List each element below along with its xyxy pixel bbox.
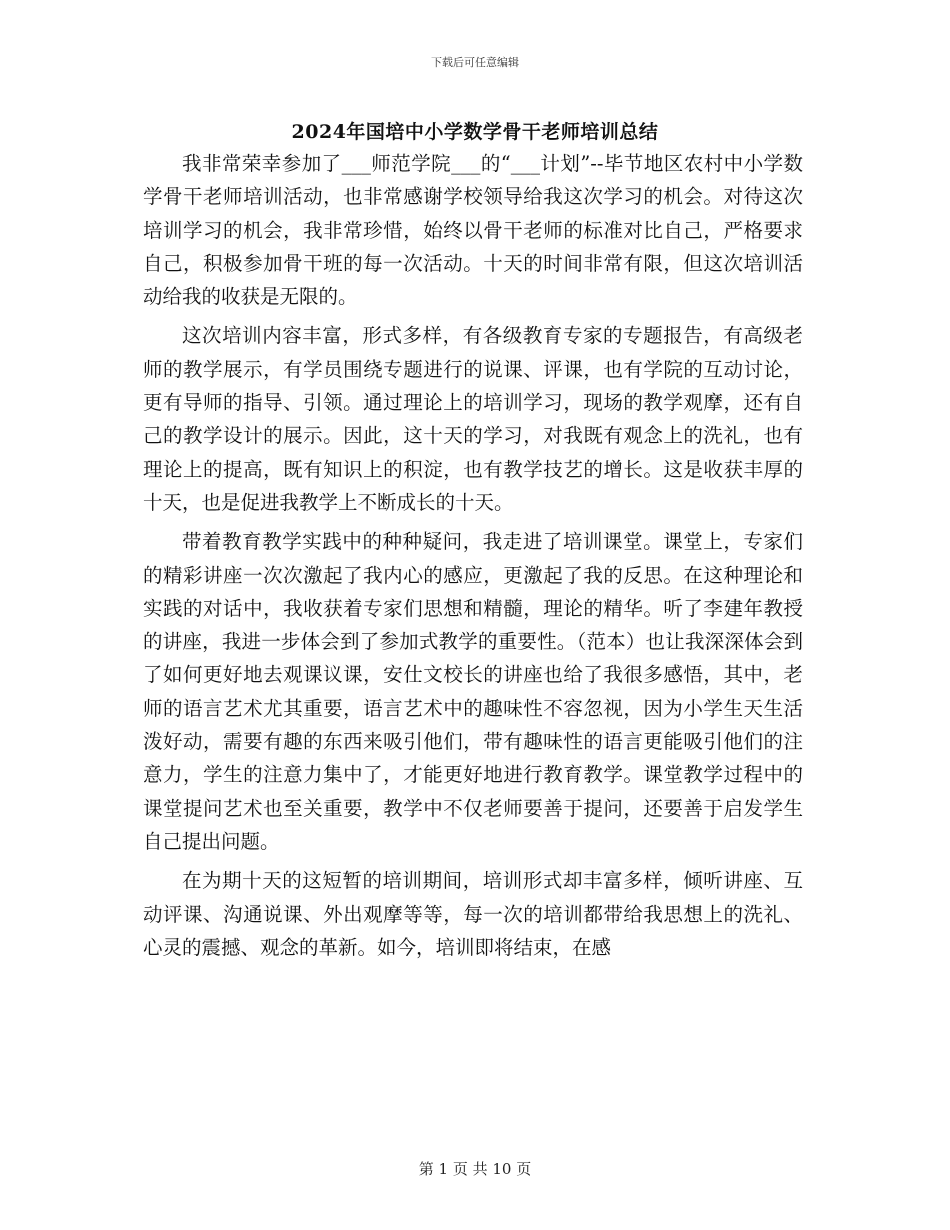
paragraph-3: 带着教育教学实践中的种种疑问，我走进了培训课堂。课堂上，专家们的精彩讲座一次次激起了我内心的感应，更激起了我的反思。在这种理论和实践的对话中，我收获着专家们思想和精髓，理论的精华。听了李建年教授的讲座，我进一步体会到了参加式教学的重要性。（范本）也让我深深体会到了如何更好地去观课议课，安仕文校长的讲座也给了我很多感悟，其中，老师的语言艺术尤其重要，语言艺术中的趣味性不容忽视，因为小学生天生活泼好动，需要有趣的东西来吸引他们，带有趣味性的语言更能吸引他们的注意力，学生的注意力集中了，才能更好地进行教育教学。课堂教学过程中的课堂提问艺术也至关重要，教学中不仅老师要善于提问，还要善于启发学生自己提出问题。	[143, 530, 803, 853]
paragraph-2: 这次培训内容丰富，形式多样，有各级教育专家的专题报告，有高级老师的教学展示，有学员围绕专题进行的说课、评课，也有学院的互动讨论，更有导师的指导、引领。通过理论上的培训学习，现场的教学观摩，还有自己的教学设计的展示。因此，这十天的学习，对我既有观念上的洗礼，也有理论上的提高，既有知识上的积淀，也有教学技艺的增长。这是收获丰厚的十天，也是促进我教学上不断成长的十天。	[143, 324, 803, 514]
document-body	[143, 147, 803, 970]
page-header-note: 下载后可任意编辑	[431, 56, 519, 69]
paragraph-1: 我非常荣幸参加了___师范学院___的“___计划”--毕节地区农村中小学数学骨干老师培训活动，也非常感谢学校领导给我这次学习的机会。对待这次培训学习的机会，我非常珍惜，始终以骨干老师的标准对比自己，严格要求自己，积极参加骨干班的每一次活动。十天的时间非常有限，但这次培训活动给我的收获是无限的。	[143, 152, 803, 309]
document-title: 2024年国培中小学数学骨干老师培训总结	[291, 121, 659, 143]
page-number-footer: 第 1 页 共 10 页	[418, 1160, 532, 1178]
paragraph-4: 在为期十天的这短暂的培训期间，培训形式却丰富多样，倾听讲座、互动评课、沟通说课、外出观摩等等，每一次的培训都带给我思想上的洗礼、心灵的震撼、观念的革新。如今，培训即将结束，在感	[143, 869, 803, 959]
